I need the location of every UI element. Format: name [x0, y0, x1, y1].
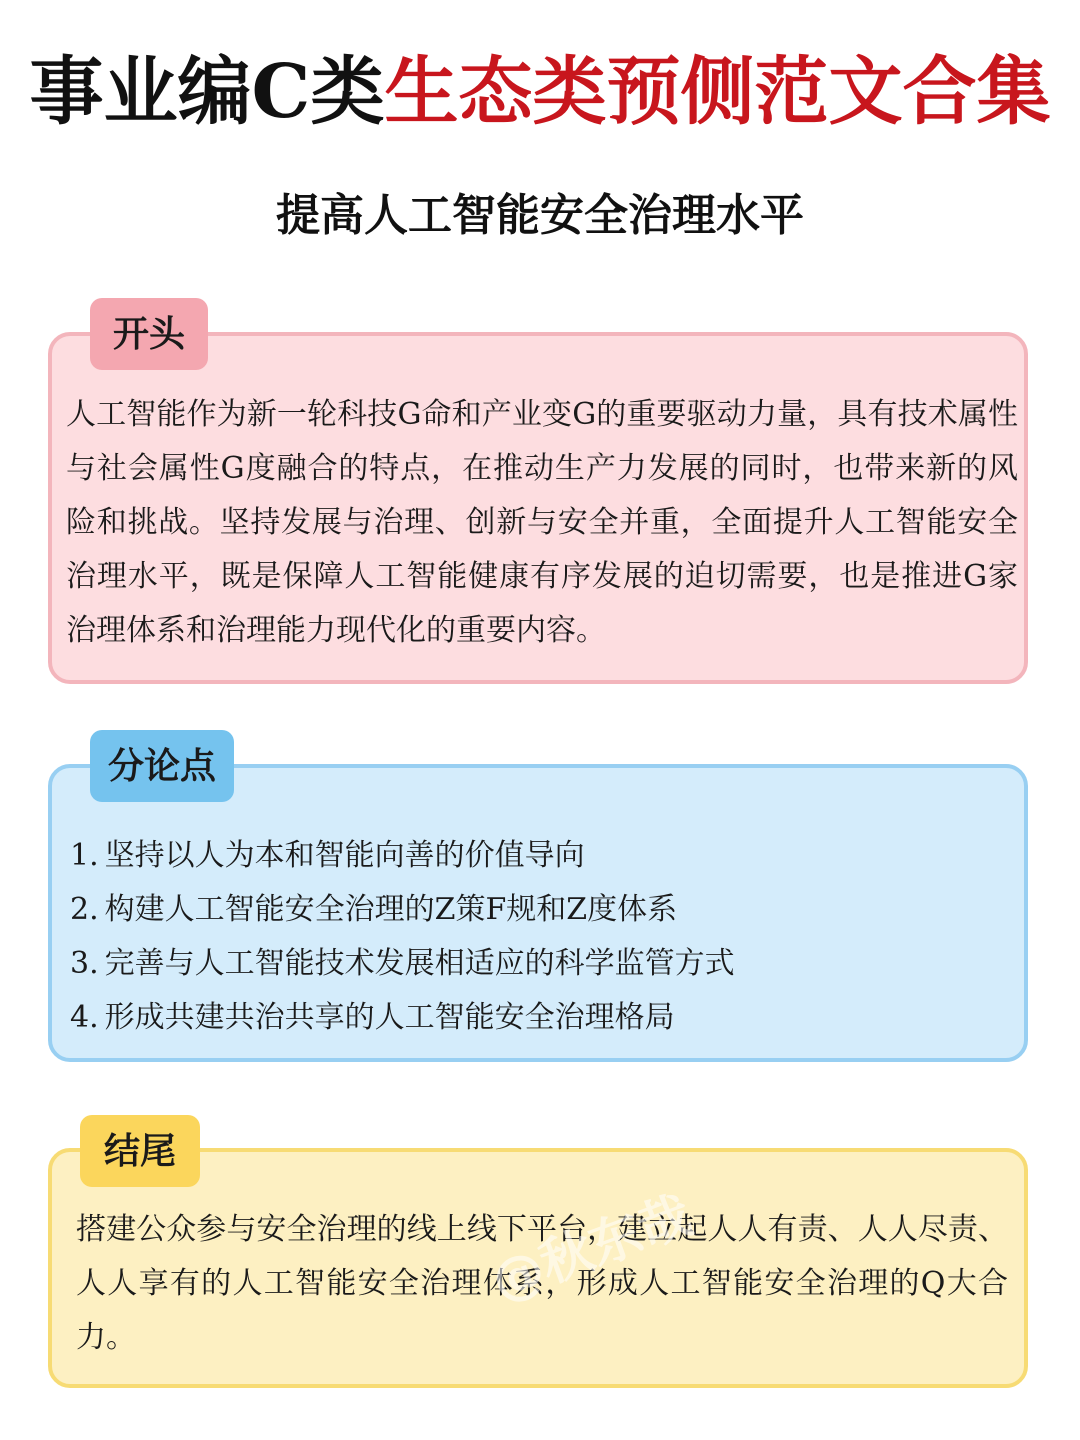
list-item-text: 构建人工智能安全治理的Z策F规和Z度体系 [104, 892, 678, 927]
watermark: @秋东哉 [483, 1185, 700, 1313]
list-item [70, 991, 1010, 1045]
list-item [70, 829, 1010, 883]
list-item-text: 坚持以人为本和智能向善的价值导向 [104, 838, 585, 873]
intro-text: 人工智能作为新一轮科技G命和产业变G的重要驱动力量，具有技术属性与社会属性G度融合的特点，在推动生产力发展的同时，也带来新的风险和挑战。坚持发展与治理、创新与安全并重，全面提升人工智能安全治理水平，既是保障人工智能健康有序发展的迫切需要，也是推进G家治理体系和治理能力现代化的重要内容。 [66, 397, 1018, 648]
essay-topic: 提高人工智能安全治理水平 [276, 190, 804, 241]
conclusion-text: 搭建公众参与安全治理的线上线下平台，建立起人人有责、人人尽责、人人享有的人工智能安全治理体系，形成人工智能安全治理的Q大合力。 [76, 1212, 1008, 1355]
intro-label: 开头 [90, 298, 208, 370]
page-title [0, 49, 1080, 135]
list-item [70, 883, 1010, 937]
list-item-text: 形成共建共治共享的人工智能安全治理格局 [104, 1000, 675, 1035]
list-item-number: 3. [70, 946, 99, 981]
list-item [70, 937, 1010, 991]
list-item-number: 4. [70, 1000, 99, 1035]
list-item-number: 2. [70, 892, 99, 927]
points-list [70, 829, 1010, 1045]
conclusion-label: 结尾 [80, 1115, 200, 1187]
page-title-red: 生态类预侧范文合集 [384, 49, 1051, 135]
points-label: 分论点 [90, 730, 234, 802]
list-item-text: 完善与人工智能技术发展相适应的科学监管方式 [104, 946, 735, 981]
page-title-black: 事业编C类 [29, 49, 385, 135]
list-item-number: 1. [70, 838, 99, 873]
